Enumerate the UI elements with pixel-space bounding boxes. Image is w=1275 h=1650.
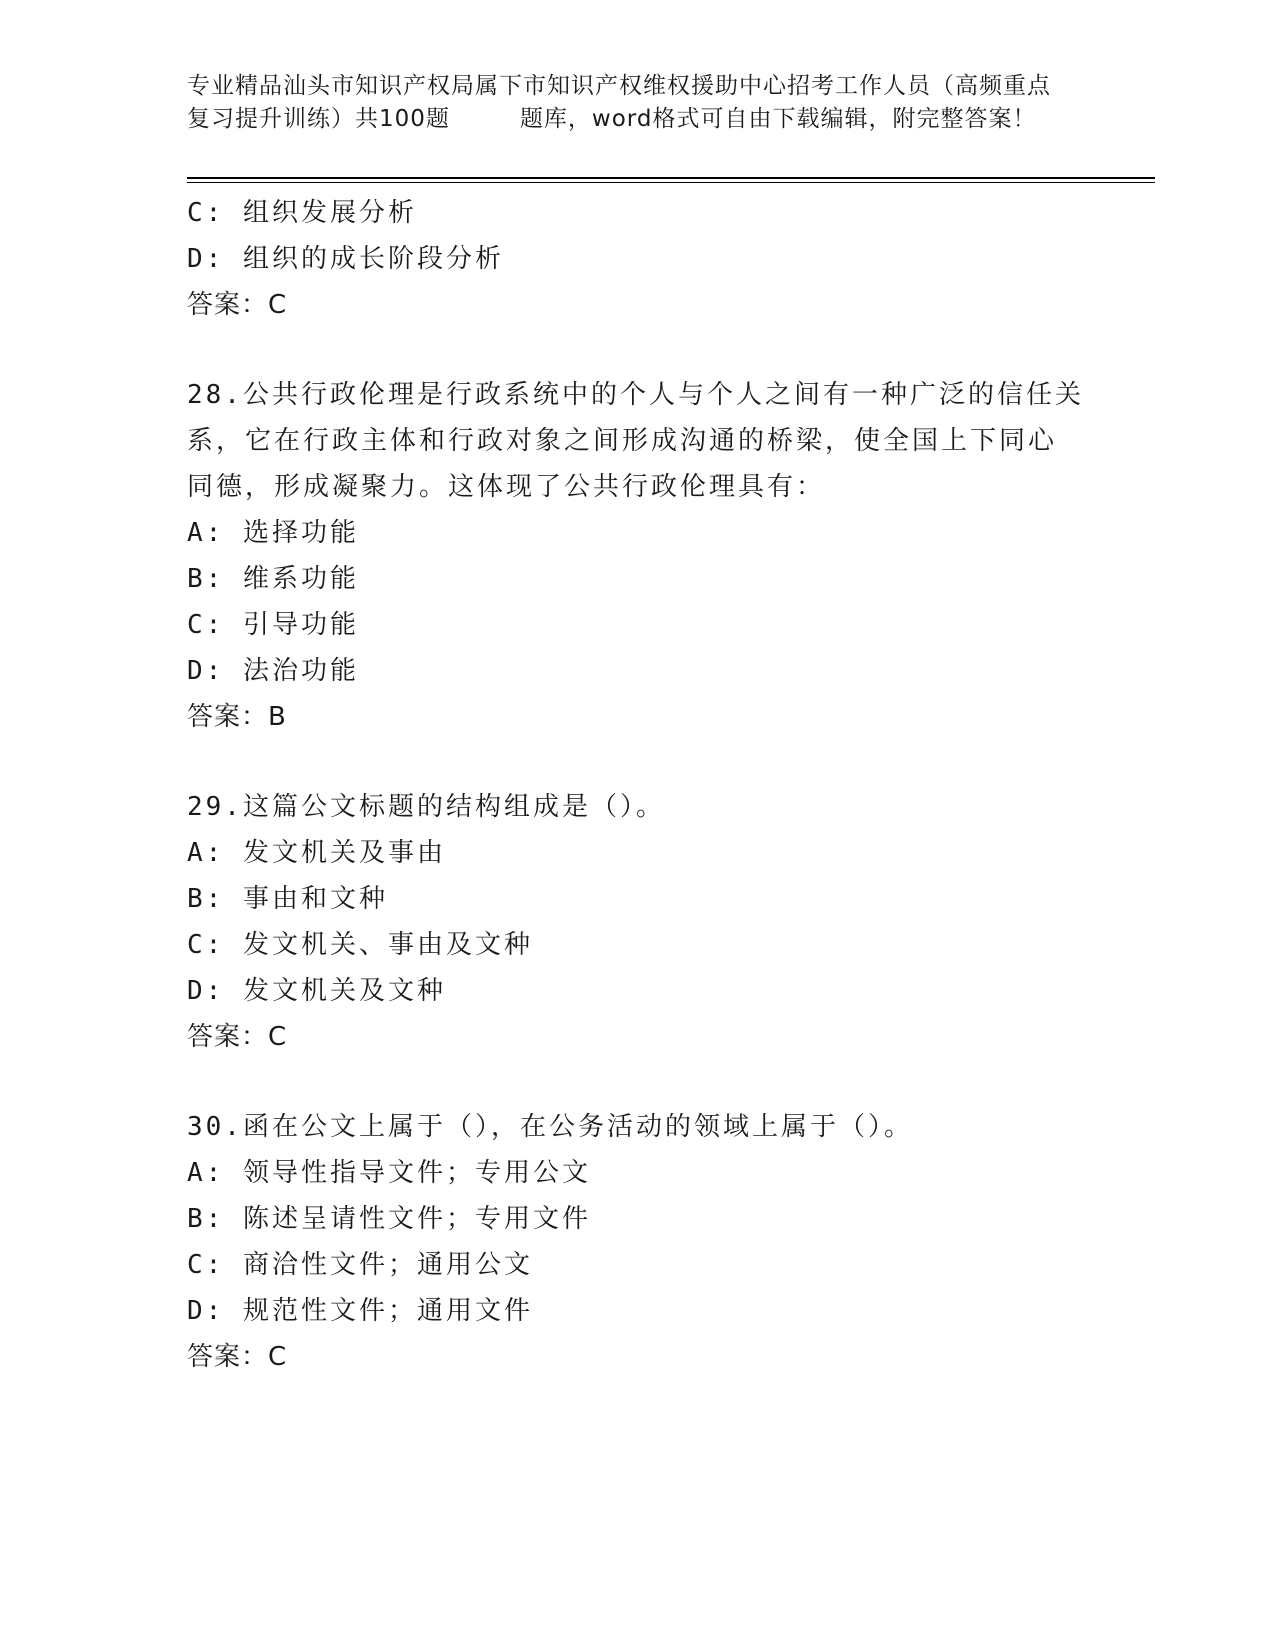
answer-line: 答案：C — [187, 1342, 288, 1372]
header-title-line-1: 专业精品汕头市知识产权局属下市知识产权维权援助中心招考工作人员（高频重点 — [187, 73, 1051, 99]
answer-line: 答案：C — [187, 1022, 288, 1052]
option-d: D: 发文机关及文种 — [187, 976, 446, 1006]
option-d: D: 规范性文件；通用文件 — [187, 1296, 533, 1326]
header-title-line-2 — [187, 103, 1087, 136]
option-a: A: 发文机关及事由 — [187, 838, 446, 868]
option-b: B: 陈述呈请性文件；专用文件 — [187, 1204, 591, 1234]
header-title-line-2-right: 题库，word格式可自由下载编辑，附完整答案！ — [519, 106, 1037, 132]
option-a: A: 选择功能 — [187, 518, 359, 548]
question-stem-line: 28.公共行政伦理是行政系统中的个人与个人之间有一种广泛的信任关 — [187, 380, 1084, 410]
question-stem-line: 系，它在行政主体和行政对象之间形成沟通的桥梁，使全国上下同心 — [187, 426, 1058, 456]
question-stem-line: 29.这篇公文标题的结构组成是（）。 — [187, 792, 665, 822]
option-b: B: 事由和文种 — [187, 884, 388, 914]
option-d: D: 组织的成长阶段分析 — [187, 244, 504, 274]
option-c: C: 引导功能 — [187, 610, 359, 640]
option-b: B: 维系功能 — [187, 564, 359, 594]
answer-line: 答案：B — [187, 702, 287, 732]
document-header — [187, 70, 1087, 136]
question-30 — [187, 1104, 1087, 1380]
question-stem-line: 同德，形成凝聚力。这体现了公共行政伦理具有： — [187, 472, 826, 502]
question-stem-line: 30.函在公文上属于（），在公务活动的领域上属于（）。 — [187, 1112, 913, 1142]
question-29 — [187, 784, 1087, 1060]
option-d: D: 法治功能 — [187, 656, 359, 686]
question-list — [187, 190, 1087, 1380]
question-28 — [187, 372, 1087, 740]
answer-line: 答案：C — [187, 290, 288, 320]
option-c: C: 发文机关、事由及文种 — [187, 930, 533, 960]
option-c: C: 商洽性文件；通用公文 — [187, 1250, 533, 1280]
option-a: A: 领导性指导文件；专用公文 — [187, 1158, 591, 1188]
header-title-line-2-left: 复习提升训练）共100题 — [187, 106, 450, 132]
question-27-tail — [187, 190, 1087, 328]
header-divider-thin — [187, 182, 1155, 183]
header-divider-thick — [187, 177, 1155, 179]
option-c: C: 组织发展分析 — [187, 198, 417, 228]
